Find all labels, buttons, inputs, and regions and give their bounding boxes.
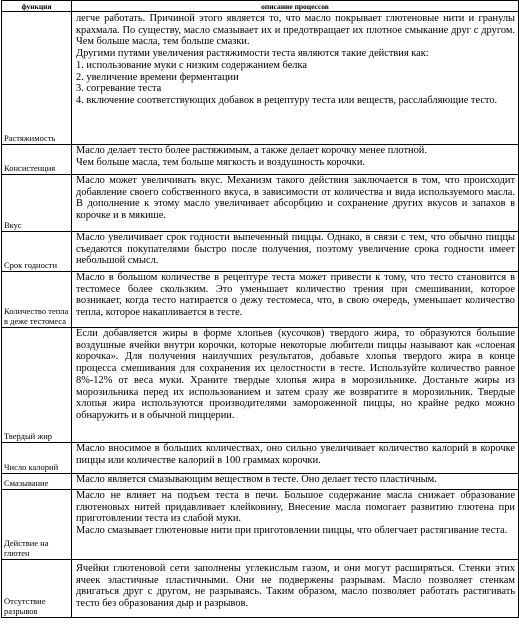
function-cell: Действие на глютен <box>2 490 72 560</box>
function-cell: Растяжимость <box>2 12 72 145</box>
table-row <box>2 560 519 618</box>
paragraph: Масло в большом количестве в рецептуре теста может привести к тому, что тесто становится в тестомесе более скользким. Это уменьшает количество трения при смешивании, которое возникает, когда тесто натирается о дежу тестомеса, что, в свою очередь, уменьшает количество тепла, которое накапливается в тесте. <box>76 272 515 319</box>
description-cell <box>72 443 519 474</box>
paragraph: Другими путями увеличения растяжимости теста являются такие действия как: <box>76 48 429 60</box>
table-row <box>2 232 519 272</box>
functions-table <box>1 0 519 618</box>
paragraph: Масло может увеличивать вкус. Механизм такого действия заключается в том, что происходит добавление своего собственного вкуса, в зависимости от количества и вида используемого масла. В дополнение к этому масло увеличивает абсорбцию и сохранение других вкусов и запахов в корочке и в мякише. <box>76 175 515 222</box>
paragraph: Чем больше масла, тем больше мягкость и воздушность корочки. <box>76 156 365 168</box>
function-cell: Срок годности <box>2 232 72 272</box>
paragraph: Масло делает тесто более растяжимым, а также делает корочку менее плотной. <box>76 145 427 156</box>
table-row <box>2 443 519 474</box>
description-cell <box>72 145 519 175</box>
table-row <box>2 328 519 443</box>
paragraph: 3. согревание теста <box>76 83 162 95</box>
function-cell: Отсутствие разрывов <box>2 560 72 618</box>
function-cell: Количество тепла в деже тестомеса <box>2 272 72 328</box>
paragraph: Масло вносимое в больших количествах, оно сильно увеличивает количество калорий в корочке пиццы или количестве калорий в 100 граммах корочки. <box>76 443 515 466</box>
function-cell: Консистенция <box>2 145 72 175</box>
paragraph: Если добавляется жиры в форме хлопьев (кусочков) твердого жира, то образуются большие воздушные ячейки внутри корочки, которые некоторые любители пиццы называют как «слоеная корочка». Для получения наилучших результатов, добавьте хлопья твердого жира в конце процесса смешивания для сохранения их целостности в тесте. Используйте количество равное 8%-12% от веса муки. Храните твердые хлопья жира в морозильнике. Достаньте жиры из морозильника перед их использованием и затем сразу же возвратите в морозильник. Твердые хлопья жира используются производителями замороженной пиццы, но крайне редко можно обнаружить и в обычной пиццерии. <box>76 328 515 421</box>
description-cell <box>72 272 519 328</box>
paragraph: Масло увеличивает срок годности выпеченный пиццы. Однако, в связи с тем, что обычно пиццы съедаются покупателями быстро после получения, поэтому увеличение срока годности имеет небольшой смысл. <box>76 232 515 267</box>
function-cell: Число калорий <box>2 443 72 474</box>
paragraph: Ячейки глютеновой сети заполнены углекислым газом, и они могут расширяться. Стенки этих ячеек эластичные пластичными. Они не подвержены разрывам. Масло позволяет стенкам двигаться друг с другом, не разрываясь. Таким образом, масло позволяет работать растягивать тесто без образования дыр и разрывов. <box>76 563 515 610</box>
description-cell <box>72 175 519 232</box>
paragraph: 4. включение соответствующих добавок в рецептуру теста или веществ, расслабляющие тесто. <box>76 94 498 106</box>
header-function: функция <box>2 1 72 12</box>
table-row <box>2 474 519 490</box>
description-cell <box>72 474 519 490</box>
clipped-line <box>76 12 515 14</box>
table-row <box>2 12 519 145</box>
paragraph: 2. увеличение времени ферментации <box>76 71 239 83</box>
table-header-row <box>2 1 519 12</box>
description-cell <box>72 560 519 618</box>
paragraph: легче работать. Причиной этого является то, что масло покрывает глютеновые нити и гранулы крахмала. По существу, масло смазывает их и предотвращает их плотное смыкание друг с другом. Чем больше масла, тем больше смазки. <box>76 13 515 48</box>
table-row <box>2 175 519 232</box>
table-row <box>2 145 519 175</box>
table-row <box>2 272 519 328</box>
function-cell: Вкус <box>2 175 72 232</box>
function-cell: Твердый жир <box>2 328 72 443</box>
description-cell <box>72 232 519 272</box>
description-cell <box>72 12 519 145</box>
paragraph: Масло смазывает глютеновые нити при приготовлении пиццы, что облегчает растягивание теста. <box>76 525 508 537</box>
description-cell <box>72 328 519 443</box>
paragraph: 1. использование муки с низким содержанием белка <box>76 59 307 71</box>
function-cell: Смазывание <box>2 474 72 490</box>
paragraph: Масло не влияет на подъем теста в печи. Большое содержание масла снижает образование глютеновых нитей придавливает клейковину, Внесение масла помогает развитию глютена при приготовлении теста из слабой муки. <box>76 490 515 525</box>
paragraph: Масло является смазывающим веществом в тесте. Оно делает тесто пластичным. <box>76 474 437 485</box>
header-description: описание процессов <box>72 1 519 12</box>
description-cell <box>72 490 519 560</box>
table-row <box>2 490 519 560</box>
